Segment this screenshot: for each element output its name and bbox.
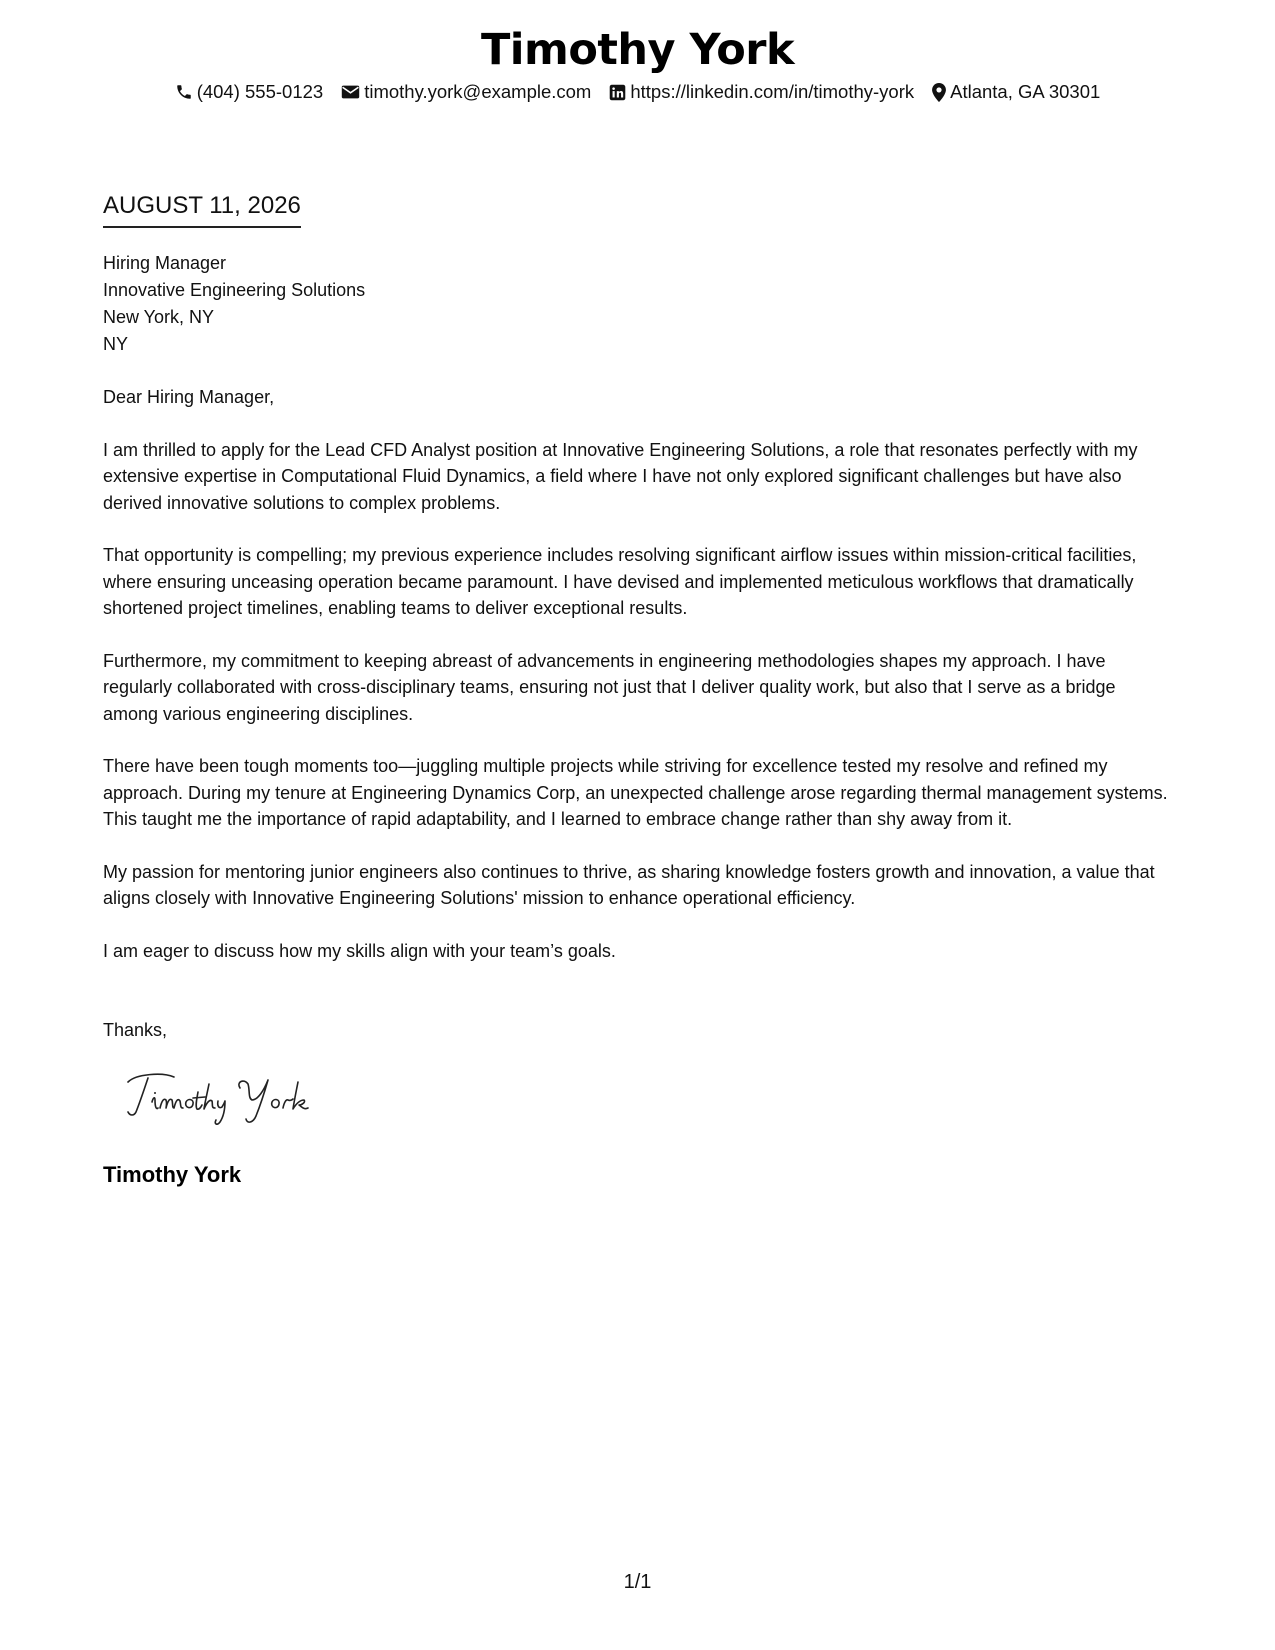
- salutation: Dear Hiring Manager,: [103, 387, 275, 407]
- email-text[interactable]: timothy.york@example.com: [364, 81, 592, 102]
- body-paragraph: My passion for mentoring junior engineers also continues to thrive, as sharing knowledge fosters growth and innovation, a value that aligns closely with Innovative Engineering Solutions' mission to enhance operational efficiency.: [103, 861, 1155, 908]
- contact-phone: [175, 79, 324, 105]
- closing-line: Thanks,: [103, 1020, 168, 1040]
- linkedin-text[interactable]: https://linkedin.com/in/timothy-york: [630, 81, 915, 102]
- envelope-icon: [341, 84, 360, 100]
- letter-body: [103, 384, 1175, 990]
- contact-info-row: [0, 79, 1275, 105]
- page-number: 1/1: [623, 1571, 652, 1593]
- body-paragraph: There have been tough moments too—juggling multiple projects while striving for excellence tested my resolve and refined my approach. During my tenure at Engineering Dynamics Corp, an unexpected challenge arose regarding thermal management systems. This taught me the importance of rapid adaptability, and I learned to embrace change rather than shy away from it.: [103, 756, 1168, 829]
- location-text: Atlanta, GA 30301: [950, 81, 1101, 102]
- recipient-block: [103, 250, 365, 358]
- body-paragraph: Furthermore, my commitment to keeping abreast of advancements in engineering methodologies shapes my approach. I have regularly collaborated with cross-disciplinary teams, ensuring not just that I deliver quality work, but also that I serve as a bridge among various engineering disciplines.: [103, 650, 1116, 724]
- handwritten-signature: [122, 1068, 352, 1128]
- body-paragraph: That opportunity is compelling; my previous experience includes resolving significant airflow issues within mission-critical facilities, where ensuring unceasing operation became paramount. I have devised and implemented meticulous workflows that dramatically shortened project timelines, enabling teams to deliver exceptional results.: [103, 545, 1137, 618]
- body-paragraph: I am thrilled to apply for the Lead CFD Analyst position at Innovative Engineering Solutions, a role that resonates perfectly with my extensive expertise in Computational Fluid Dynamics, a field where I have not only explored significant challenges but have also derived innovative solutions to complex problems.: [103, 439, 1138, 513]
- contact-linkedin: [609, 79, 914, 105]
- sender-name-heading: Timothy York: [480, 25, 795, 75]
- recipient-line: Innovative Engineering Solutions: [103, 280, 366, 300]
- linkedin-icon: [609, 84, 626, 101]
- phone-text: (404) 555-0123: [196, 81, 324, 102]
- recipient-line: New York, NY: [103, 307, 215, 327]
- signed-name: Timothy York: [103, 1162, 242, 1187]
- recipient-line: Hiring Manager: [103, 253, 227, 273]
- recipient-line: NY: [103, 334, 129, 354]
- body-paragraph: I am eager to discuss how my skills align with your team’s goals.: [103, 940, 616, 961]
- map-pin-icon: [932, 83, 946, 102]
- contact-email: [341, 79, 591, 105]
- contact-location: [932, 79, 1100, 105]
- letter-date: AUGUST 11, 2026: [103, 190, 301, 228]
- phone-icon: [175, 83, 193, 101]
